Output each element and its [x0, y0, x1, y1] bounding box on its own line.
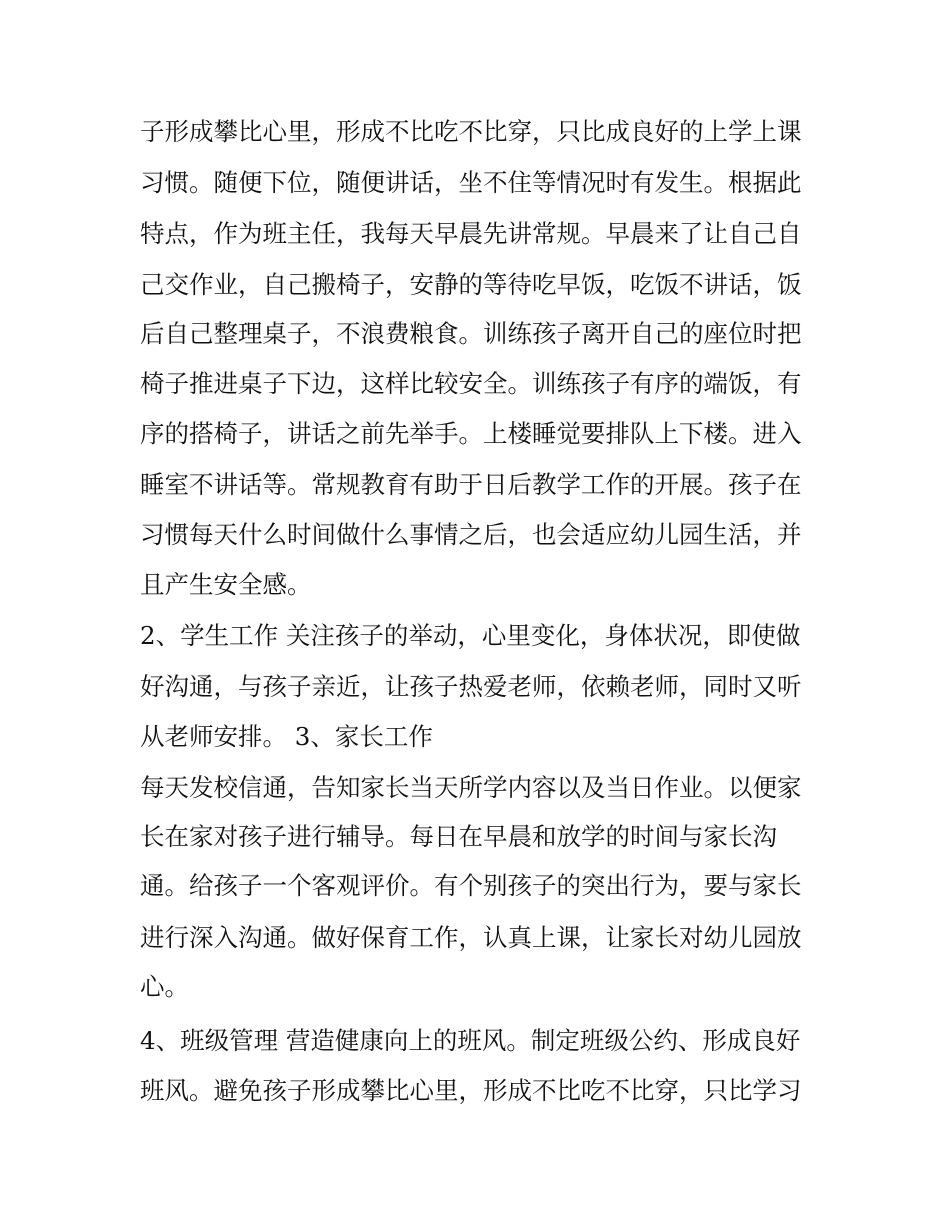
text-line: 序的搭椅子，讲话之前先举手。上楼睡觉要排队上下楼。进入	[140, 419, 802, 448]
text-line: 后自己整理桌子，不浪费粮食。训练孩子离开自己的座位时把	[140, 319, 802, 348]
text-line: 特点，作为班主任，我每天早晨先讲常规。早晨来了让自己自	[140, 219, 802, 248]
text-line: 己交作业，自己搬椅子，安静的等待吃早饭，吃饭不讲话，饭	[140, 270, 802, 299]
text-line: 习惯每天什么时间做什么事情之后，也会适应幼儿园生活，并	[140, 520, 802, 549]
text-line: 班风。避免孩子形成攀比心里，形成不比吃不比穿，只比学习	[140, 1076, 802, 1105]
text-line: 进行深入沟通。做好保育工作，认真上课，让家长对幼儿园放	[140, 923, 802, 952]
text-line: 睡室不讲话等。常规教育有助于日后教学工作的开展。孩子在	[140, 470, 802, 499]
text-line: 从老师安排。 3、家长工作	[140, 722, 433, 751]
text-line: 好沟通，与孩子亲近，让孩子热爱老师，依赖老师，同时又听	[140, 672, 802, 701]
text-line: 通。给孩子一个客观评价。有个别孩子的突出行为，要与家长	[140, 871, 802, 900]
text-line: 且产生安全感。	[140, 570, 312, 599]
text-line: 心。	[140, 972, 189, 1001]
text-line: 椅子推进桌子下边，这样比较安全。训练孩子有序的端饭，有	[140, 369, 802, 398]
text-line: 2、学生工作 关注孩子的举动，心里变化，身体状况，即使做	[140, 621, 801, 650]
text-line: 4、班级管理 营造健康向上的班风。制定班级公约、形成良好	[140, 1026, 801, 1055]
text-line: 每天发校信通，告知家长当天所学内容以及当日作业。以便家	[140, 773, 802, 802]
text-line: 长在家对孩子进行辅导。每日在早晨和放学的时间与家长沟	[140, 822, 777, 851]
text-line: 子形成攀比心里，形成不比吃不比穿，只比成良好的上学上课	[140, 117, 802, 146]
text-line: 习惯。随便下位，随便讲话，坐不住等情况时有发生。根据此	[140, 168, 802, 197]
